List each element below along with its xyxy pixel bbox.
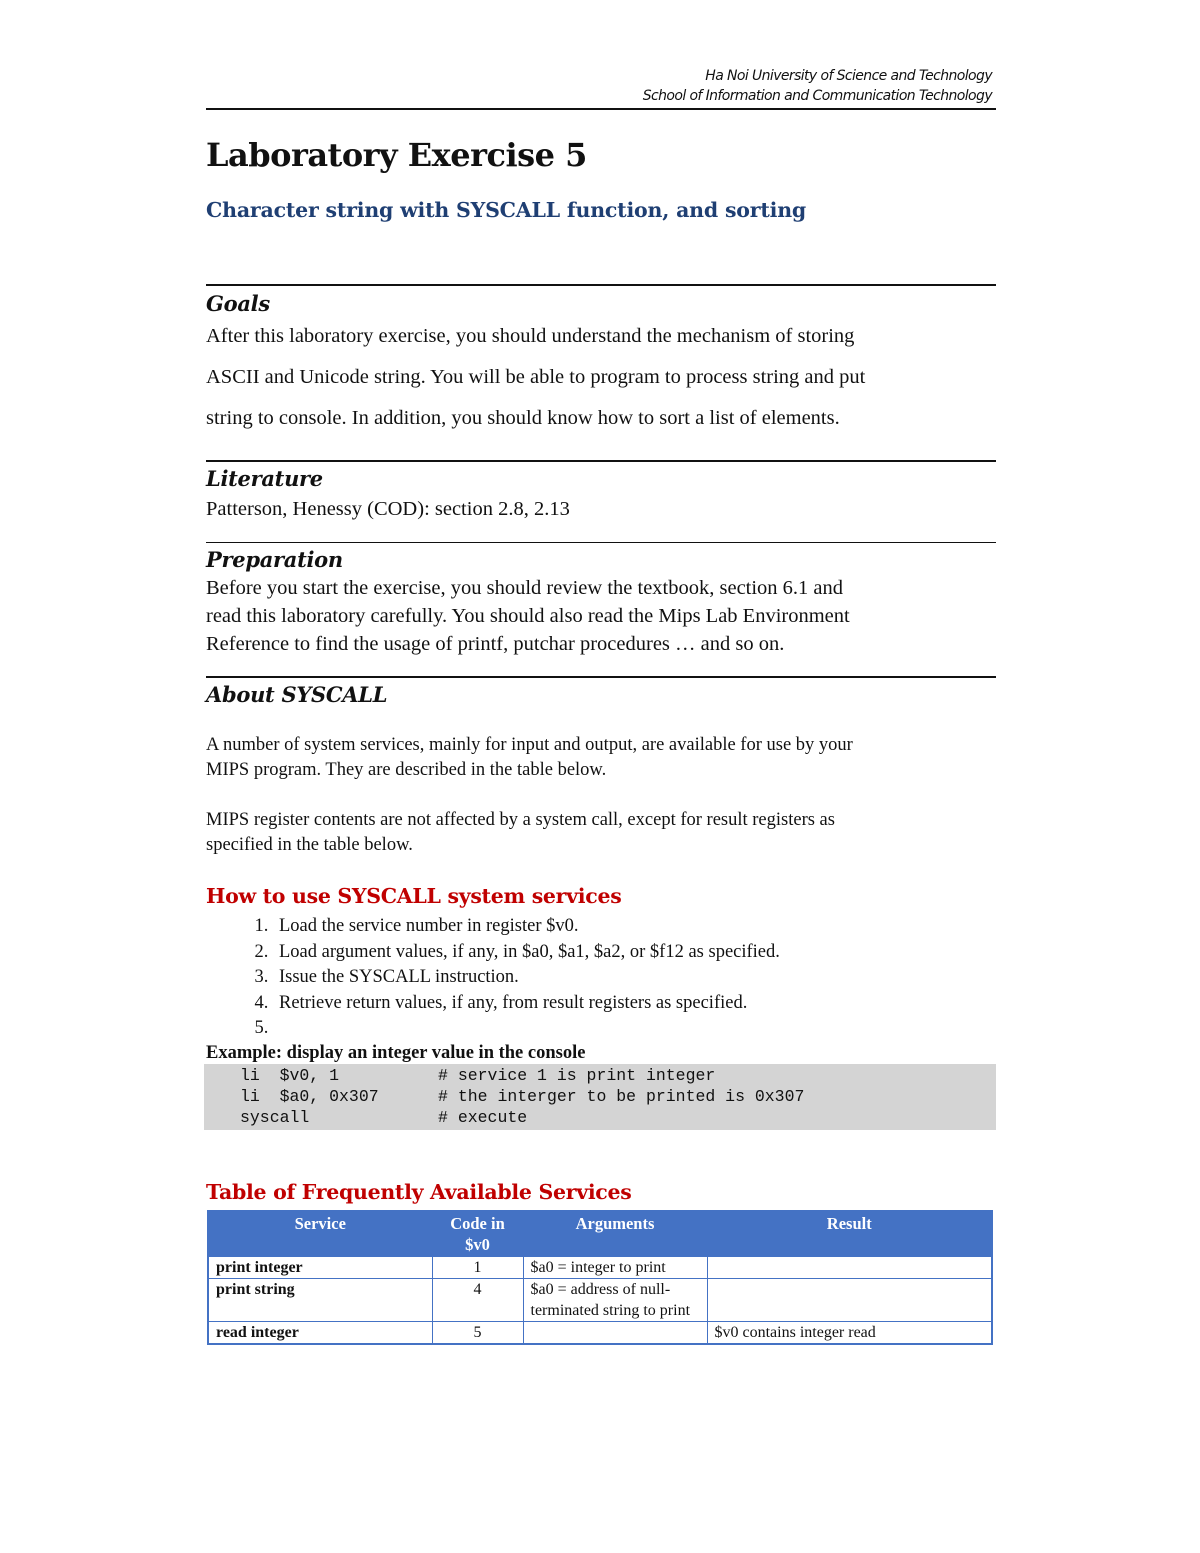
column-header: Result bbox=[707, 1211, 992, 1257]
about-paragraph-2 bbox=[206, 808, 996, 858]
code-line: li $a0, 0x307 # the interger to be printed is 0x307 bbox=[240, 1086, 805, 1106]
result-cell: $v0 contains integer read bbox=[707, 1321, 992, 1344]
column-header: Service bbox=[208, 1211, 432, 1257]
goals-line: string to console. In addition, you should know how to sort a list of elements. bbox=[206, 407, 840, 429]
about-line: MIPS program. They are described in the table below. bbox=[206, 760, 607, 780]
about-heading: About SYSCALL bbox=[206, 682, 388, 707]
preparation-line: Reference to find the usage of printf, putchar procedures … and so on. bbox=[206, 633, 785, 655]
about-line: MIPS register contents are not affected by a system call, except for result registers as bbox=[206, 810, 835, 830]
code-cell: 5 bbox=[432, 1321, 523, 1344]
about-rule bbox=[206, 676, 996, 678]
preparation-line: Before you start the exercise, you should review the textbook, section 6.1 and bbox=[206, 577, 844, 599]
page-header bbox=[206, 66, 996, 106]
column-header: Arguments bbox=[523, 1211, 707, 1257]
howto-steps-list bbox=[206, 914, 996, 1042]
list-item: 1. Load the service number in register $v0. bbox=[273, 914, 996, 940]
page-title: Laboratory Exercise 5 bbox=[206, 136, 587, 174]
result-cell bbox=[707, 1256, 992, 1278]
services-table-heading: Table of Frequently Available Services bbox=[206, 1179, 632, 1204]
document-page bbox=[206, 66, 996, 1345]
university-name: Ha Noi University of Science and Technology bbox=[705, 68, 992, 84]
table-row bbox=[208, 1278, 992, 1321]
goals-heading: Goals bbox=[206, 291, 270, 316]
service-cell: read integer bbox=[208, 1321, 432, 1344]
services-table bbox=[207, 1210, 993, 1345]
preparation-line: read this laboratory carefully. You should also read the Mips Lab Environment bbox=[206, 605, 850, 627]
literature-text: Patterson, Henessy (COD): section 2.8, 2.13 bbox=[206, 498, 570, 520]
list-item: 4. Retrieve return values, if any, from result registers as specified. bbox=[273, 991, 996, 1017]
table-header-row bbox=[208, 1211, 992, 1257]
preparation-heading: Preparation bbox=[206, 547, 343, 572]
about-line: specified in the table below. bbox=[206, 835, 413, 855]
goals-rule bbox=[206, 284, 996, 286]
arguments-cell: $a0 = address of null-terminated string to print bbox=[523, 1278, 707, 1321]
arguments-cell: $a0 = integer to print bbox=[523, 1256, 707, 1278]
arguments-cell bbox=[523, 1321, 707, 1344]
service-cell: print string bbox=[208, 1278, 432, 1321]
goals-line: After this laboratory exercise, you should understand the mechanism of storing bbox=[206, 325, 855, 347]
literature-heading: Literature bbox=[206, 466, 323, 491]
about-line: A number of system services, mainly for input and output, are available for use by your bbox=[206, 735, 853, 755]
result-cell bbox=[707, 1278, 992, 1321]
preparation-text bbox=[206, 574, 996, 658]
preparation-rule bbox=[206, 542, 996, 543]
example-heading: Example: display an integer value in the console bbox=[206, 1042, 586, 1063]
howto-heading: How to use SYSCALL system services bbox=[206, 884, 622, 908]
page-subtitle: Character string with SYSCALL function, and sorting bbox=[206, 198, 807, 222]
code-block bbox=[204, 1064, 996, 1130]
goals-text bbox=[206, 316, 996, 439]
table-row bbox=[208, 1321, 992, 1344]
header-rule bbox=[206, 108, 996, 110]
column-header: Code in $v0 bbox=[432, 1211, 523, 1257]
about-paragraph-1 bbox=[206, 733, 996, 783]
literature-rule bbox=[206, 460, 996, 462]
code-line: syscall # execute bbox=[240, 1107, 528, 1127]
code-line: li $v0, 1 # service 1 is print integer bbox=[240, 1065, 716, 1085]
goals-line: ASCII and Unicode string. You will be able to program to process string and put bbox=[206, 366, 866, 388]
code-cell: 4 bbox=[432, 1278, 523, 1321]
list-item: 3. Issue the SYSCALL instruction. bbox=[273, 965, 996, 991]
list-item: 2. Load argument values, if any, in $a0, $a1, $a2, or $f12 as specified. bbox=[273, 940, 996, 966]
code-cell: 1 bbox=[432, 1256, 523, 1278]
list-item bbox=[273, 1016, 996, 1042]
school-name: School of Information and Communication Technology bbox=[642, 88, 992, 104]
table-row bbox=[208, 1256, 992, 1278]
service-cell: print integer bbox=[208, 1256, 432, 1278]
